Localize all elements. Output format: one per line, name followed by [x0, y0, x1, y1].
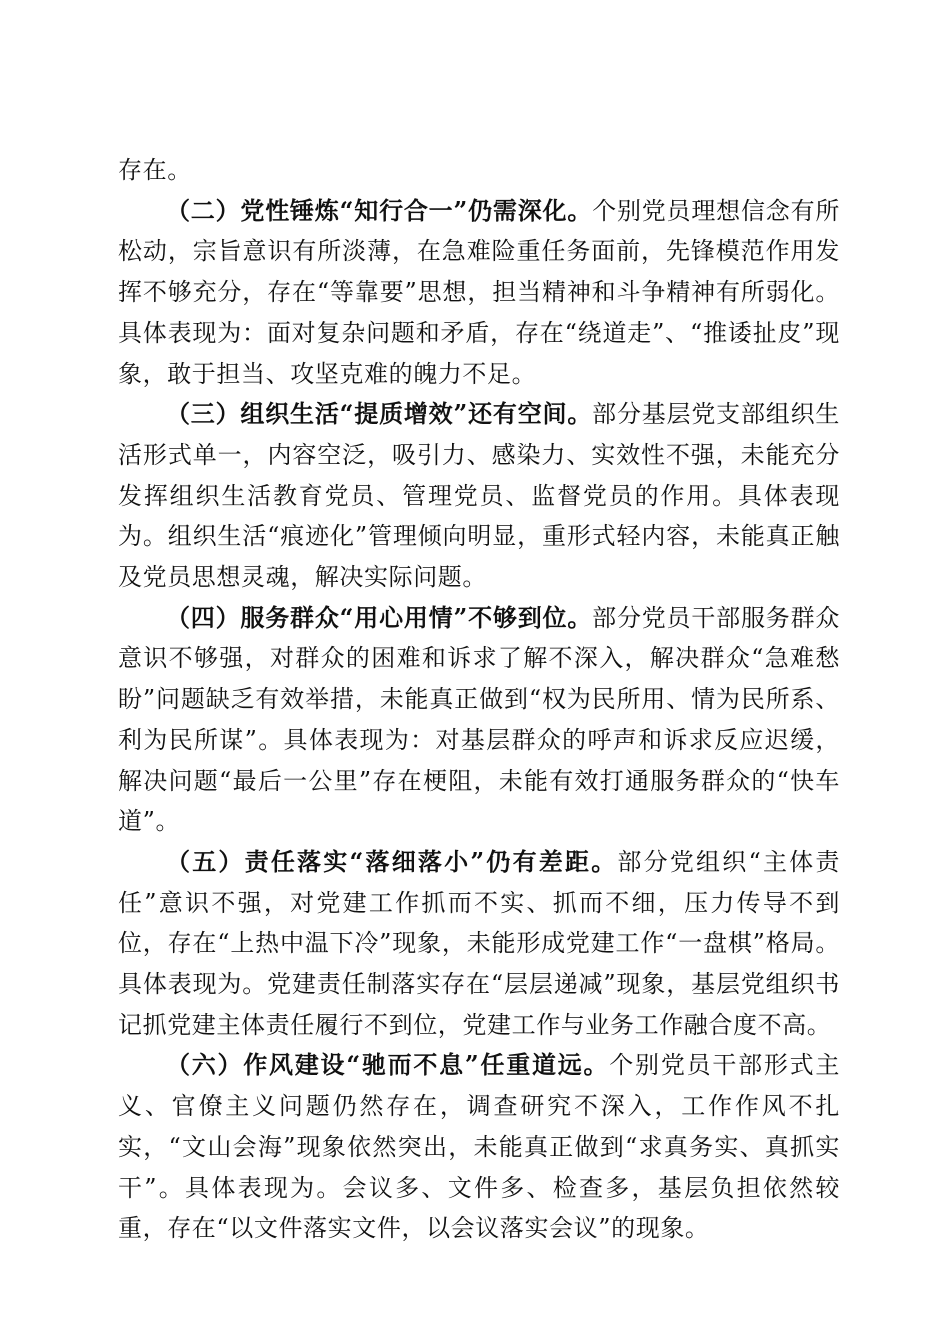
paragraph-text: 个别党员干部形式主义、官僚主义问题仍然存在，调查研究不深入，工作作风不扎实，“文山会海”现象依然突出，未能真正做到“求真务实、真抓实干”。具体表现为。会议多、文件多、检查多，基层负担依然较重，存在“以文件落实文件，以会议落实会议”的现象。	[118, 1051, 840, 1243]
paragraph-text: 部分党员干部服务群众意识不够强，对群众的困难和诉求了解不深入，解决群众“急难愁盼”问题缺乏有效举措，未能真正做到“权为民所用、情为民所系、利为民所谋”。具体表现为：对基层群众的呼声和诉求反应迟缓，解决问题“最后一公里”存在梗阻，未能有效打通服务群众的“快车道”。	[118, 603, 840, 836]
paragraph-text: 部分基层党支部组织生活形式单一，内容空泛，吸引力、感染力、实效性不强，未能充分发挥组织生活教育党员、管理党员、监督党员的作用。具体表现为。组织生活“痕迹化”管理倾向明显，重形式轻内容，未能真正触及党员思想灵魂，解决实际问题。	[118, 400, 840, 592]
paragraph-section-5	[118, 842, 840, 1046]
paragraph-section-3	[118, 394, 840, 598]
paragraph-section-6	[118, 1045, 840, 1249]
paragraph-section-4	[118, 598, 840, 842]
section-heading: （二）党性锤炼“知行合一”仍需深化。	[166, 195, 593, 225]
section-heading: （三）组织生活“提质增效”还有空间。	[166, 399, 593, 429]
section-heading: （六）作风建设“驰而不息”任重道远。	[166, 1050, 610, 1080]
paragraph-text: 个别党员理想信念有所松动，宗旨意识有所淡薄，在急难险重任务面前，先锋模范作用发挥不够充分，存在“等靠要”思想，担当精神和斗争精神有所弱化。具体表现为：面对复杂问题和矛盾，存在“绕道走”、“推诿扯皮”现象，敢于担当、攻坚克难的魄力不足。	[118, 196, 840, 388]
document-page	[118, 150, 840, 1249]
paragraph-text: 存在。	[118, 156, 192, 184]
paragraph-text: 部分党组织“主体责任”意识不强，对党建工作抓而不实、抓而不细，压力传导不到位，存在“上热中温下冷”现象，未能形成党建工作“一盘棋”格局。具体表现为。党建责任制落实存在“层层递减”现象，基层党组织书记抓党建主体责任履行不到位，党建工作与业务工作融合度不高。	[118, 847, 840, 1039]
section-heading: （四）服务群众“用心用情”不够到位。	[166, 602, 593, 632]
paragraph-section-2	[118, 191, 840, 395]
paragraph-continuation	[118, 150, 840, 191]
section-heading: （五）责任落实“落细落小”仍有差距。	[166, 846, 618, 876]
